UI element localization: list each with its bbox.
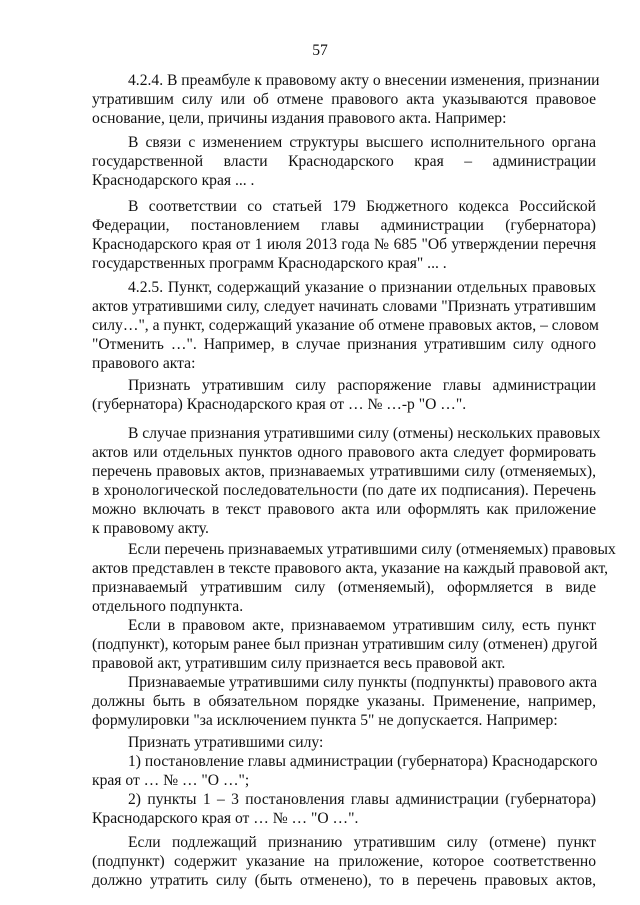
text-line: перечень правовых актов, признаваемых утратившими силу (отменяемых), (92, 463, 596, 480)
text-line: 1) постановление главы администрации (губернатора) Краснодарского (128, 753, 598, 770)
text-line: актов представлен в тексте правового акта, указание на каждый правовой акт, (92, 560, 609, 577)
text-line: актов утратившими силу, следует начинать словами "Признать утратившим (92, 298, 596, 315)
text-line: Признать утратившим силу распоряжение главы администрации (128, 377, 596, 394)
text-line: "Отменить …". Например, в случае признания утратившим силу одного (92, 336, 596, 353)
example-budget-code (92, 197, 596, 273)
para-appendix (92, 833, 596, 890)
text-line: отдельного подпункта. (92, 598, 244, 615)
text-line: правовой акт, утратившим силу признается весь правовой акт. (92, 655, 506, 672)
text-line: в хронологической последовательности (по дате их подписания). Перечень (92, 482, 596, 499)
example-list (92, 733, 596, 828)
para-4-2-4 (92, 71, 600, 128)
text-line: государственной власти Краснодарского края – администрации (92, 153, 596, 170)
text-line: Признать утратившими силу: (128, 734, 324, 751)
text-line: Если перечень признаваемых утратившими силу (отменяемых) правовых (128, 541, 616, 558)
text-line: актов или отдельных пунктов одного правового акта следует формировать (92, 444, 596, 461)
text-line: силу…", а пункт, содержащий указание об отмене правовых актов, – словом (92, 317, 599, 334)
para-list-in-text (92, 540, 616, 616)
text-line: (подпункт) содержит указание на приложение, которое соответственно (92, 853, 596, 870)
text-line: государственных программ Краснодарского края" ... . (92, 255, 447, 272)
text-line: (подпункт), которым ранее был признан утратившим силу (отменен) другой (92, 636, 598, 653)
text-line: Краснодарского края от … № … "О …". (92, 810, 359, 827)
text-line: формулировки "за исключением пункта 5" не допускается. Например: (92, 712, 558, 729)
text-line: должно утратить силу (быть отменено), то в перечень правовых актов, (92, 872, 596, 889)
text-line: 2) пункты 1 – 3 постановления главы администрации (губернатора) (128, 791, 596, 808)
para-items-must-be-listed (92, 673, 596, 730)
text-line: признаваемый утратившим силу (отменяемый), оформляется в виде (92, 579, 596, 596)
text-line: края от … № … "О …"; (92, 772, 250, 789)
text-line: можно включать в текст правового акта или оформлять как приложение (92, 501, 596, 518)
text-line: Краснодарского края от 1 июля 2013 года № 685 "Об утверждении перечня (92, 236, 596, 253)
text-line: Если подлежащий признанию утратившим силу (отмене) пункт (128, 834, 596, 851)
text-line: 4.2.5. Пункт, содержащий указание о признании отдельных правовых (128, 279, 596, 296)
text-line: В случае признания утратившими силу (отмены) нескольких правовых (128, 425, 601, 442)
text-line: правового акта: (92, 355, 196, 372)
text-line: 4.2.4. В преамбуле к правовому акту о внесении изменения, признании (128, 72, 600, 89)
text-line: (губернатора) Краснодарского края от … № …-р "О …". (92, 396, 467, 413)
example-single-act (92, 376, 596, 414)
text-line: Федерации, постановлением главы администрации (губернатора) (92, 217, 596, 234)
para-4-2-5 (92, 278, 599, 373)
text-line: В соответствии со статьей 179 Бюджетного кодекса Российской (128, 198, 596, 215)
text-line: должны быть в обязательном порядке указаны. Применение, например, (92, 693, 596, 710)
text-line: Краснодарского края ... . (92, 172, 255, 189)
text-line: к правовому акту. (92, 520, 209, 537)
text-line: утратившим силу или об отмене правового акта указываются правовое (92, 91, 596, 108)
para-multiple-acts (92, 424, 601, 538)
text-line: В связи с изменением структуры высшего исполнительного органа (128, 134, 596, 151)
example-structure-change (92, 133, 596, 190)
text-line: Если в правовом акте, признаваемом утратившим силу, есть пункт (128, 617, 596, 634)
text-line: Признаваемые утратившими силу пункты (подпункты) правового акта (128, 674, 598, 691)
page-number: 57 (312, 42, 328, 59)
text-line: основание, цели, причины издания правового акта. Например: (92, 110, 507, 127)
para-item-repeals-other (92, 616, 596, 673)
